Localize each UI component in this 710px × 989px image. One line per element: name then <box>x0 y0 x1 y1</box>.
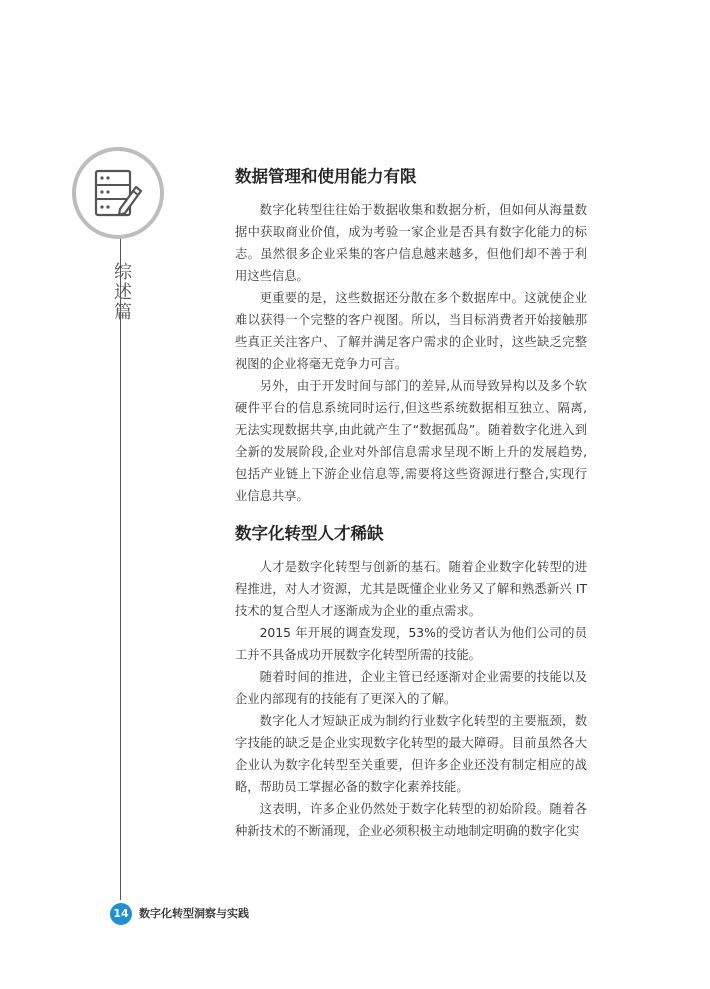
paragraph: 随着时间的推进，企业主管已经逐渐对企业需要的技能以及企业内部现有的技能有了更深入的了解。 <box>235 670 587 706</box>
section-heading-talent-shortage: 数字化转型人才稀缺 <box>235 524 384 543</box>
paragraph: 这表明，许多企业仍然处于数字化转型的初始阶段。随着各种新技术的不断涌现，企业必须积极主动地制定明确的数字化实 <box>235 802 587 838</box>
data-checklist-edit-icon <box>90 165 146 221</box>
section-icon-badge <box>72 147 164 239</box>
article-body <box>235 165 587 842</box>
paragraph: 人才是数字化转型与创新的基石。随着企业数字化转型的进程推进，对人才资源，尤其是既懂企业业务又了解和熟悉新兴 IT 技术的复合型人才逐渐成为企业的重点需求。 <box>235 560 587 618</box>
paragraph: 数字化人才短缺正成为制约行业数字化转型的主要瓶颈，数字技能的缺乏是企业实现数字化转型的最大障碍。目前虽然各大企业认为数字化转型至关重要，但许多企业还没有制定相应的战略，帮助员工掌握必备的数字化素养技能。 <box>235 714 587 794</box>
paragraph: 2015 年开展的调查发现，53%的受访者认为他们公司的员工并不具备成功开展数字化转型所需的技能。 <box>235 626 587 662</box>
paragraph: 数字化转型往往始于数据收集和数据分析，但如何从海量数据中获取商业价值，成为考验一家企业是否具有数字化能力的标志。虽然很多企业采集的客户信息越来越多，但他们却不善于利用这些信息。 <box>235 203 587 283</box>
section-heading-data-management: 数据管理和使用能力有限 <box>235 167 417 186</box>
paragraph: 更重要的是，这些数据还分散在多个数据库中。这就使企业难以获得一个完整的客户视图。所以，当目标消费者开始接触那些真正关注客户、了解并满足客户需求的企业时，这些缺乏完整视图的企业将毫无竞争力可言。 <box>235 291 587 371</box>
sidebar-vertical-rule <box>120 228 121 900</box>
page-number-badge: 14 <box>110 903 132 925</box>
section-category-label: 综述篇 <box>111 262 132 322</box>
footer-book-title: 数字化转型洞察与实践 <box>139 907 249 920</box>
paragraph: 另外，由于开发时间与部门的差异,从而导致异构以及多个软硬件平台的信息系统同时运行,但这些系统数据相互独立、隔离,无法实现数据共享,由此就产生了“数据孤岛”。随着数字化进入到全新的发展阶段,企业对外部信息需求呈现不断上升的发展趋势,包括产业链上下游企业信息等,需要将这些资源进行整合,实现行业信息共享。 <box>235 379 587 503</box>
